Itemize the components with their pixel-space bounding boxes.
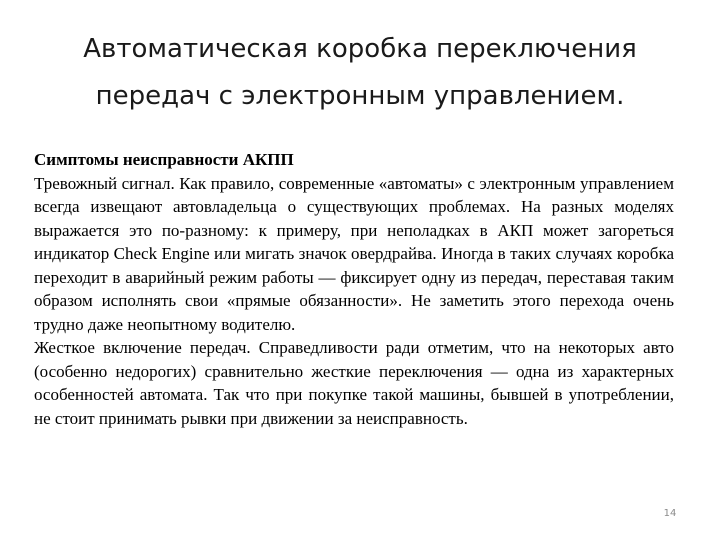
paragraph-2: Жесткое включение передач. Справедливости ради отметим, что на некоторых авто (особенно недорогих) сравнительно жесткие переключения — одна из характерных особенностей автомата. Так что при покупке такой машины, бывшей в употреблении, не стоит принимать рывки при движении за неисправность. [34,338,674,428]
slide-title [40,26,680,120]
section-heading: Симптомы неисправности АКПП [34,150,294,169]
page-number: 14 [663,508,677,519]
title-line-1: Автоматическая коробка переключения [83,34,637,64]
paragraph-1: Тревожный сигнал. Как правило, современные «автоматы» с электронным управлением всегда извещают автовладельца о существующих проблемах. На разных моделях выражается это по-разному: к примеру, при неполадках в АКП может загореться индикатор Check Engine или мигать значок овердрайва. Иногда в таких случаях коробка переходит в аварийный режим работы — фиксирует одну из передач, переставая таким образом исполнять свои «прямые обязанности». Не заметить этого перехода очень трудно даже неопытному водителю. [34,173,674,334]
slide-body [34,148,674,430]
title-line-2: передач с электронным управлением. [95,81,625,111]
